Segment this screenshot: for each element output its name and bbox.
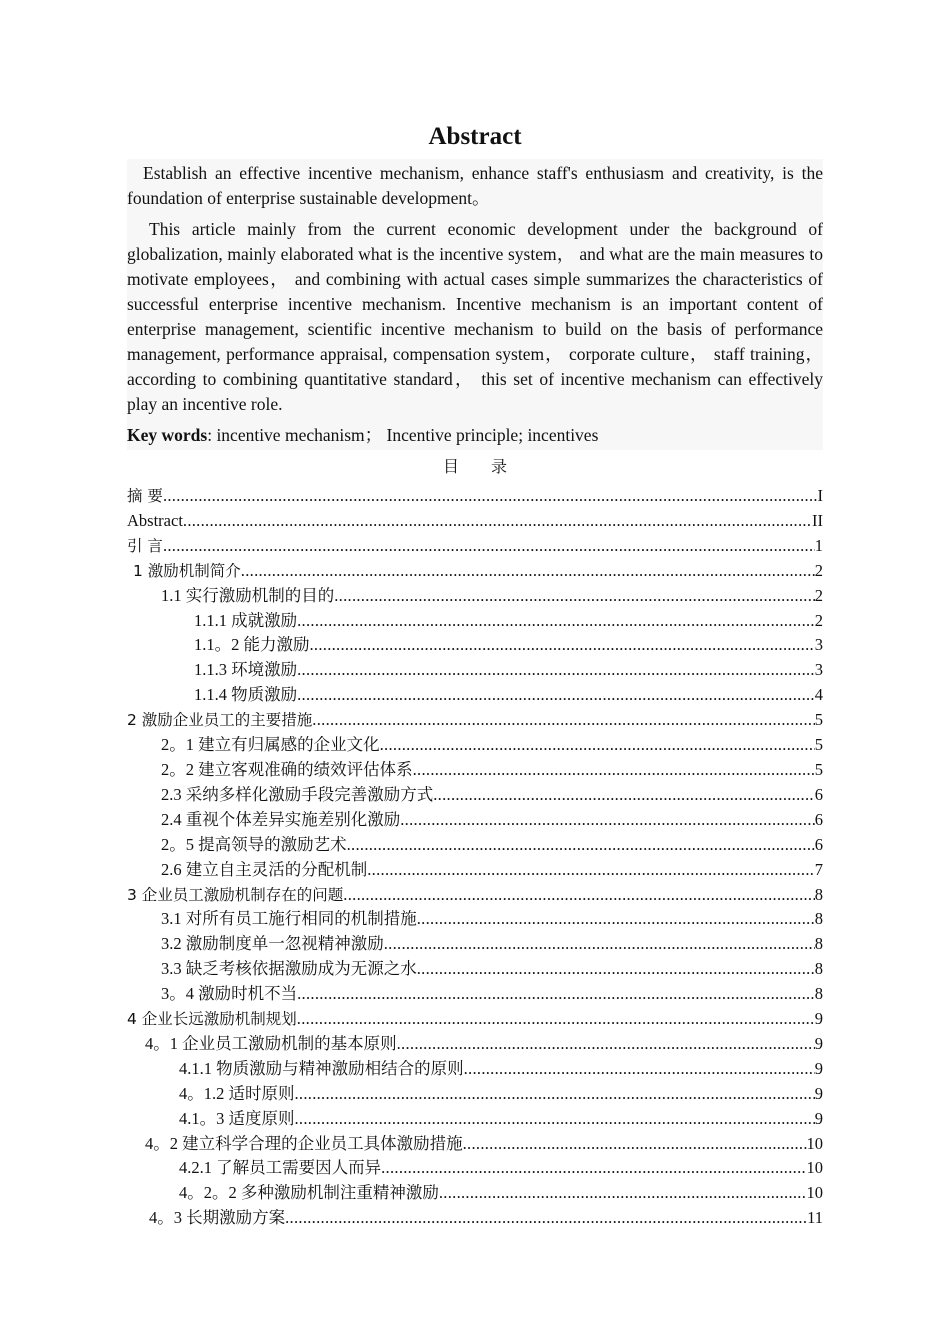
toc-entry-page: 2	[814, 560, 823, 580]
toc-entry-label: 4。2 建立科学合理的企业员工具体激励措施	[145, 1133, 463, 1153]
toc-leader-dots	[397, 1032, 815, 1057]
toc-entry-label: 3.3 缺乏考核依据激励成为无源之水	[161, 959, 417, 979]
toc-entry[interactable]	[127, 1057, 823, 1082]
toc-entry-page: 6	[814, 809, 823, 829]
toc-entry[interactable]	[127, 783, 823, 808]
toc-entry[interactable]	[127, 932, 823, 957]
toc-leader-dots	[163, 534, 815, 559]
toc-entry[interactable]	[127, 658, 823, 683]
toc-leader-dots	[463, 1132, 807, 1157]
toc-entry-page: 7	[814, 859, 823, 879]
toc-entry-page: 8	[814, 934, 823, 954]
toc-entry[interactable]	[127, 1007, 823, 1032]
toc-entry-label: 2。5 提高领导的激励艺术	[161, 834, 347, 854]
toc-entry-label: 3.2 激励制度单一忽视精神激励	[161, 934, 384, 954]
toc-entry-label: 1.1.4 物质激励	[194, 685, 298, 705]
toc-entry[interactable]	[127, 808, 823, 833]
toc-leader-dots	[241, 559, 815, 584]
toc-leader-dots	[295, 1107, 815, 1132]
document-page	[127, 122, 823, 1231]
toc-entry-page: 9	[814, 1033, 823, 1053]
toc-entry[interactable]	[127, 758, 823, 783]
toc-leader-dots	[297, 683, 815, 708]
toc-leader-dots	[413, 758, 815, 783]
toc-entry-label: 1 激励机制简介	[133, 561, 241, 580]
toc-leader-dots	[297, 1007, 815, 1032]
toc-entry[interactable]	[127, 1206, 823, 1231]
toc-entry[interactable]	[127, 534, 823, 559]
toc-entry-page: 6	[814, 834, 823, 854]
toc-entry[interactable]	[127, 858, 823, 883]
toc-entry-page: 5	[814, 735, 823, 755]
toc-entry-label: 1.1.3 环境激励	[194, 660, 298, 680]
toc-entry[interactable]	[127, 633, 823, 658]
toc-entry[interactable]	[127, 733, 823, 758]
toc-leader-dots	[183, 509, 812, 534]
toc-entry-page: 9	[814, 1058, 823, 1078]
toc-entry-label: 4.2.1 了解员工需要因人而异	[179, 1158, 382, 1178]
toc-entry[interactable]	[127, 883, 823, 908]
toc-entry-page: 8	[814, 884, 823, 904]
toc-leader-dots	[343, 883, 814, 908]
toc-entry-label: 4。1.2 适时原则	[179, 1083, 295, 1103]
toc-entry-label: 2 激励企业员工的主要措施	[127, 711, 313, 730]
toc-entry-page: 6	[814, 784, 823, 804]
toc-entry-label: 4。3 长期激励方案	[149, 1208, 286, 1228]
toc-entry-page: 5	[814, 710, 823, 730]
toc-entry-page: 3	[814, 660, 823, 680]
toc-entry-label: 摘 要	[127, 487, 163, 505]
toc-leader-dots	[367, 858, 815, 883]
toc-entry-page: 3	[814, 635, 823, 655]
toc-entry-page: 11	[807, 1208, 823, 1228]
toc-entry-label: 2。1 建立有归属感的企业文化	[161, 735, 380, 755]
toc-entry-page: 9	[814, 1083, 823, 1103]
toc-leader-dots	[464, 1057, 815, 1082]
toc-leader-dots	[381, 1156, 806, 1181]
toc-entry[interactable]	[127, 1032, 823, 1057]
abstract-body	[127, 159, 823, 450]
toc-entry-label: 1.1。2 能力激励	[194, 635, 310, 655]
toc-leader-dots	[384, 932, 815, 957]
toc-entry-label: 1.1.1 成就激励	[194, 610, 298, 630]
toc-entry-page: 8	[814, 959, 823, 979]
toc-entry-label: 4。2。2 多种激励机制注重精神激励	[179, 1183, 439, 1203]
toc-entry[interactable]	[127, 907, 823, 932]
toc-entry-label: 3.1 对所有员工施行相同的机制措施	[161, 909, 417, 929]
table-of-contents	[127, 484, 823, 1231]
abstract-paragraph-1: Establish an effective incentive mechanism, enhance staff's enthusiasm and creativity, is the foundation of enterprise sustainable development。	[127, 163, 823, 208]
toc-leader-dots	[400, 808, 815, 833]
toc-leader-dots	[297, 658, 815, 683]
toc-entry[interactable]	[127, 559, 823, 584]
toc-entry-page: 10	[806, 1183, 823, 1203]
toc-entry-label: 4.1。3 适度原则	[179, 1108, 295, 1128]
toc-entry-page: 8	[814, 984, 823, 1004]
toc-entry-page: 4	[814, 685, 823, 705]
toc-leader-dots	[285, 1206, 807, 1231]
toc-entry[interactable]	[127, 683, 823, 708]
toc-leader-dots	[312, 708, 814, 733]
toc-leader-dots	[433, 783, 815, 808]
toc-entry[interactable]	[127, 584, 823, 609]
toc-entry-label: 4 企业长远激励机制规划	[127, 1010, 297, 1029]
toc-entry-label: 1.1 实行激励机制的目的	[161, 585, 335, 605]
toc-entry-page: 1	[814, 535, 823, 555]
abstract-title: Abstract	[428, 123, 522, 150]
toc-entry-page: 10	[806, 1133, 823, 1153]
toc-leader-dots	[417, 957, 815, 982]
toc-entry-label: 4。1 企业员工激励机制的基本原则	[145, 1033, 397, 1053]
toc-entry[interactable]	[127, 957, 823, 982]
toc-entry-page: 2	[814, 585, 823, 605]
toc-entry-page: 2	[814, 610, 823, 630]
toc-entry[interactable]	[127, 1107, 823, 1132]
toc-entry[interactable]	[127, 982, 823, 1007]
toc-entry-page: 10	[806, 1158, 823, 1178]
toc-leader-dots	[347, 833, 815, 858]
toc-entry-label: 2.4 重视个体差异实施差别化激励	[161, 809, 401, 829]
toc-leader-dots	[295, 1082, 815, 1107]
toc-entry[interactable]	[127, 708, 823, 733]
toc-entry-label: Abstract	[127, 510, 183, 530]
toc-entry[interactable]	[127, 484, 823, 509]
toc-entry-label: 3。4 激励时机不当	[161, 984, 298, 1004]
toc-entry[interactable]	[127, 1181, 823, 1206]
toc-entry-label: 4.1.1 物质激励与精神激励相结合的原则	[179, 1058, 464, 1078]
toc-leader-dots	[310, 633, 815, 658]
abstract-paragraph-2: This article mainly from the current economic development under the background of globalization, mainly elaborated what is the incentive system， and what are the main measures to motivate employees， and combining with actual cases simple summarizes the characteristics of successful enterprise incentive mechanism. Incentive mechanism is an important content of enterprise management, scientific incentive mechanism to build on the basis of performance management, performance appraisal, compensation system， corporate culture， staff training， according to combining quantitative standard， this set of incentive mechanism can effectively play an incentive role.	[127, 219, 823, 414]
toc-entry-label: 引 言	[127, 536, 163, 555]
toc-entry-page: II	[812, 510, 823, 530]
toc-entry-page: 9	[814, 1009, 823, 1029]
keywords-text: : incentive mechanism； Incentive principle; incentives	[207, 425, 599, 445]
keywords-label: Key words	[127, 425, 208, 445]
toc-title: 目 录	[442, 459, 521, 476]
toc-entry-label: 2.3 采纳多样化激励手段完善激励方式	[161, 784, 434, 804]
toc-entry-label: 2.6 建立自主灵活的分配机制	[161, 859, 368, 879]
toc-entry-page: 5	[814, 759, 823, 779]
toc-entry[interactable]	[127, 509, 823, 534]
toc-entry[interactable]	[127, 609, 823, 634]
toc-entry[interactable]	[127, 1082, 823, 1107]
toc-entry-label: 2。2 建立客观准确的绩效评估体系	[161, 759, 413, 779]
toc-leader-dots	[439, 1181, 807, 1206]
toc-entry-page: I	[817, 486, 823, 505]
toc-entry[interactable]	[127, 1132, 823, 1157]
toc-entry-page: 9	[814, 1108, 823, 1128]
toc-entry[interactable]	[127, 833, 823, 858]
toc-entry[interactable]	[127, 1156, 823, 1181]
toc-entry-label: 3 企业员工激励机制存在的问题	[127, 885, 344, 904]
toc-entry-page: 8	[814, 909, 823, 929]
toc-leader-dots	[417, 907, 815, 932]
toc-leader-dots	[334, 584, 815, 609]
toc-leader-dots	[163, 484, 818, 509]
toc-leader-dots	[380, 733, 815, 758]
keywords-line	[127, 423, 823, 450]
toc-leader-dots	[297, 609, 815, 634]
toc-leader-dots	[297, 982, 815, 1007]
